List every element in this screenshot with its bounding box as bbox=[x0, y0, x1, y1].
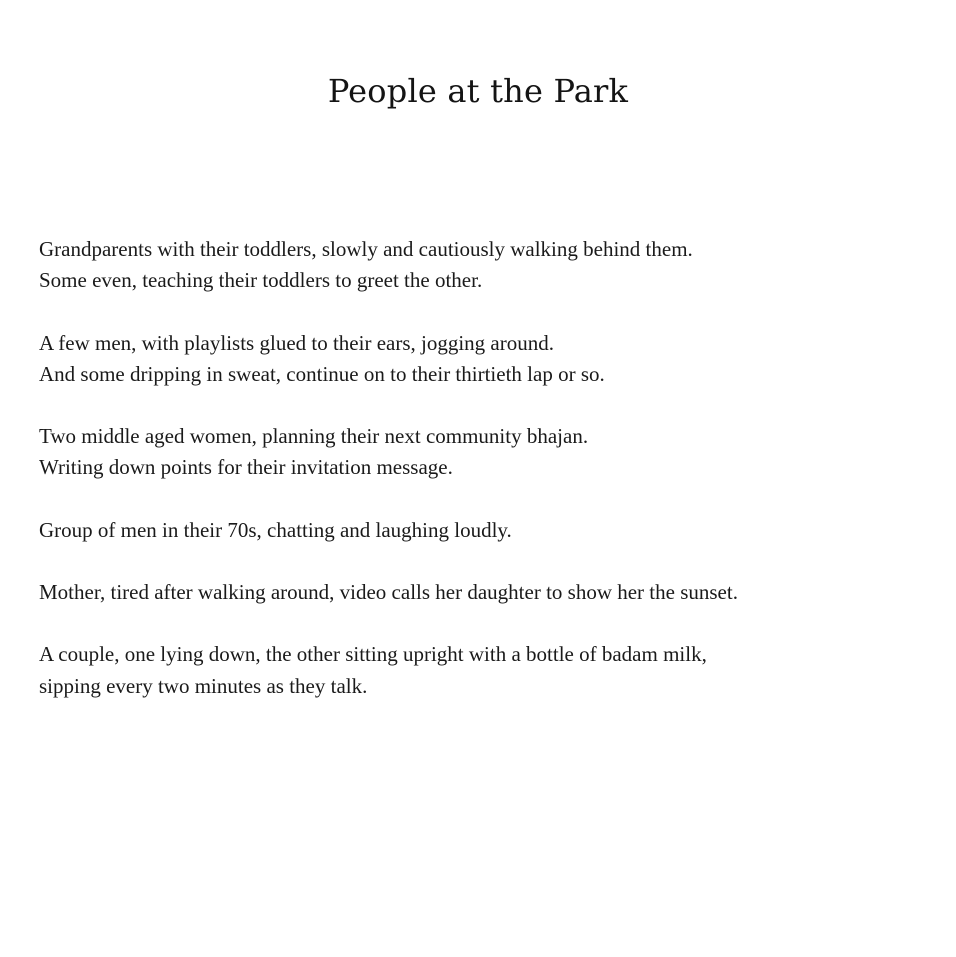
poem-line: Group of men in their 70s, chatting and laughing loudly. bbox=[39, 517, 512, 542]
poem-line: A couple, one lying down, the other sitting upright with a bottle of badam milk, bbox=[39, 642, 707, 667]
poem-line: Grandparents with their toddlers, slowly and cautiously walking behind them. bbox=[39, 237, 693, 261]
stanza bbox=[39, 328, 919, 391]
stanza bbox=[39, 421, 919, 484]
poem-line: Writing down points for their invitation message. bbox=[39, 455, 453, 480]
stanza bbox=[39, 577, 919, 608]
page-title: People at the Park bbox=[327, 72, 629, 110]
stanza bbox=[39, 234, 919, 297]
poem-body bbox=[39, 234, 919, 733]
stanza bbox=[39, 639, 919, 702]
poem-line: Some even, teaching their toddlers to greet the other. bbox=[39, 268, 483, 293]
poem-line: And some dripping in sweat, continue on to their thirtieth lap or so. bbox=[39, 361, 605, 386]
poem-line: A few men, with playlists glued to their ears, jogging around. bbox=[39, 330, 554, 355]
poem-line: Mother, tired after walking around, video calls her daughter to show her the sunset. bbox=[39, 580, 738, 605]
poem-line: sipping every two minutes as they talk. bbox=[39, 673, 368, 698]
stanza bbox=[39, 515, 919, 546]
poem-line: Two middle aged women, planning their next community bhajan. bbox=[39, 424, 589, 449]
